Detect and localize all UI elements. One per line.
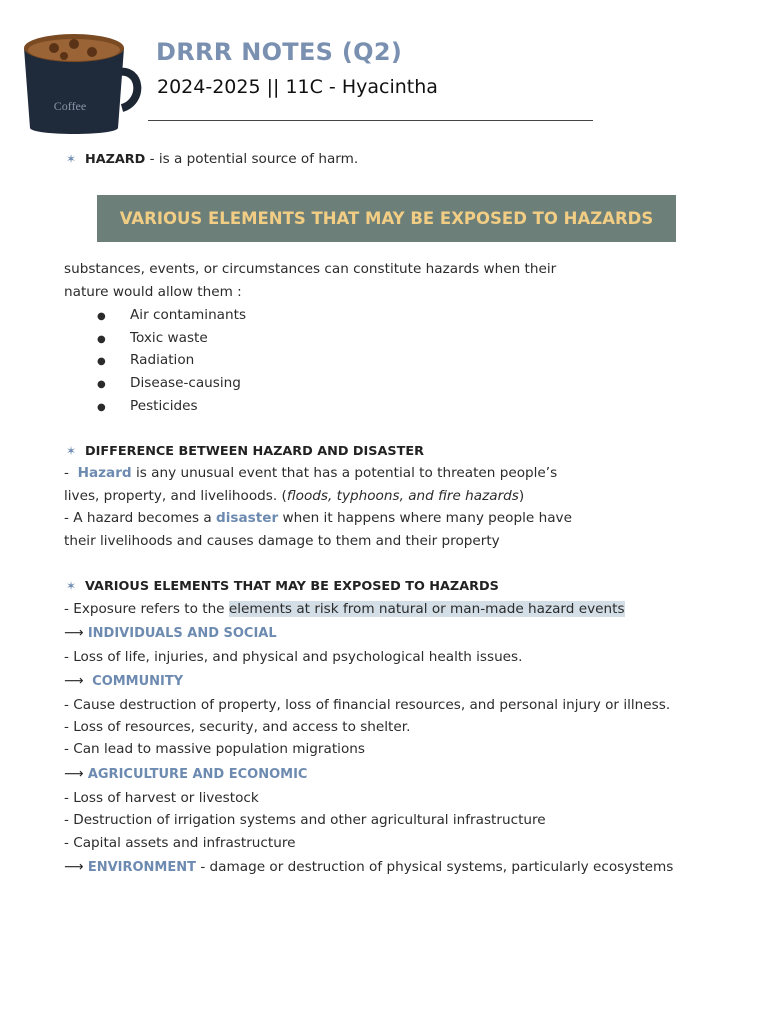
arrow-icon: ⟶ <box>64 673 84 689</box>
difference-line-2: lives, property, and livelihoods. (floods, typhoons, and fire hazards) <box>64 488 525 504</box>
coffee-mug-image <box>18 30 144 138</box>
community-item: - Loss of resources, security, and access to shelter. <box>64 719 411 735</box>
header-divider <box>148 120 593 121</box>
page-title: DRRR NOTES (Q2) <box>156 38 403 66</box>
star-icon: ✶ <box>66 579 77 593</box>
difference-line-1: - Hazard is any unusual event that has a potential to threaten people’s <box>64 465 558 481</box>
star-icon: ✶ <box>66 152 77 166</box>
environment-line: ⟶ ENVIRONMENT - damage or destruction of physical systems, particularly ecosystems <box>64 859 674 875</box>
community-item: - Can lead to massive population migrations <box>64 741 365 757</box>
agriculture-item: - Capital assets and infrastructure <box>64 835 296 851</box>
arrow-icon: ⟶ <box>64 859 84 875</box>
agriculture-item: - Loss of harvest or livestock <box>64 790 259 806</box>
list-item: ● Disease-causing <box>97 372 246 395</box>
star-icon: ✶ <box>66 444 77 458</box>
hazard-list <box>97 304 246 417</box>
difference-line-4: their livelihoods and causes damage to them and their property <box>64 533 500 549</box>
difference-line-3: - A hazard becomes a disaster when it happens where many people have <box>64 510 572 526</box>
arrow-icon: ⟶ <box>64 625 84 641</box>
list-item: ● Air contaminants <box>97 304 246 327</box>
exposure-definition: - Exposure refers to the elements at risk from natural or man-made hazard events <box>64 601 625 617</box>
subhead-community: ⟶ COMMUNITY <box>64 673 184 689</box>
highlighted-text: elements at risk from natural or man-made hazard events <box>228 601 625 617</box>
mug-label: Coffee <box>53 99 87 113</box>
list-item: ● Pesticides <box>97 395 246 418</box>
arrow-icon: ⟶ <box>64 766 84 782</box>
list-item: ● Toxic waste <box>97 327 246 350</box>
bullet-icon: ● <box>97 401 106 413</box>
bullet-icon: ● <box>97 333 106 345</box>
subhead-individuals: ⟶ INDIVIDUALS AND SOCIAL <box>64 625 277 641</box>
list-item: ● Radiation <box>97 349 246 372</box>
difference-heading: ✶ DIFFERENCE BETWEEN HAZARD AND DISASTER <box>66 440 424 464</box>
individuals-item: - Loss of life, injuries, and physical and psychological health issues. <box>64 649 523 665</box>
exposure-heading: ✶ VARIOUS ELEMENTS THAT MAY BE EXPOSED TO HAZARDS <box>66 575 499 599</box>
hazard-definition: ✶ HAZARD - is a potential source of harm. <box>66 148 358 172</box>
subhead-agriculture: ⟶ AGRICULTURE AND ECONOMIC <box>64 766 308 782</box>
community-item: - Cause destruction of property, loss of financial resources, and personal injury or illness. <box>64 697 671 713</box>
page-subtitle: 2024-2025 || 11C - Hyacintha <box>157 76 438 98</box>
bullet-icon: ● <box>97 356 106 368</box>
bullet-icon: ● <box>97 379 106 391</box>
section-banner: VARIOUS ELEMENTS THAT MAY BE EXPOSED TO HAZARDS <box>97 195 676 242</box>
agriculture-item: - Destruction of irrigation systems and other agricultural infrastructure <box>64 812 546 828</box>
intro-line-1: substances, events, or circumstances can constitute hazards when their <box>64 261 557 277</box>
bullet-icon: ● <box>97 311 106 322</box>
intro-line-2: nature would allow them : <box>64 284 242 300</box>
